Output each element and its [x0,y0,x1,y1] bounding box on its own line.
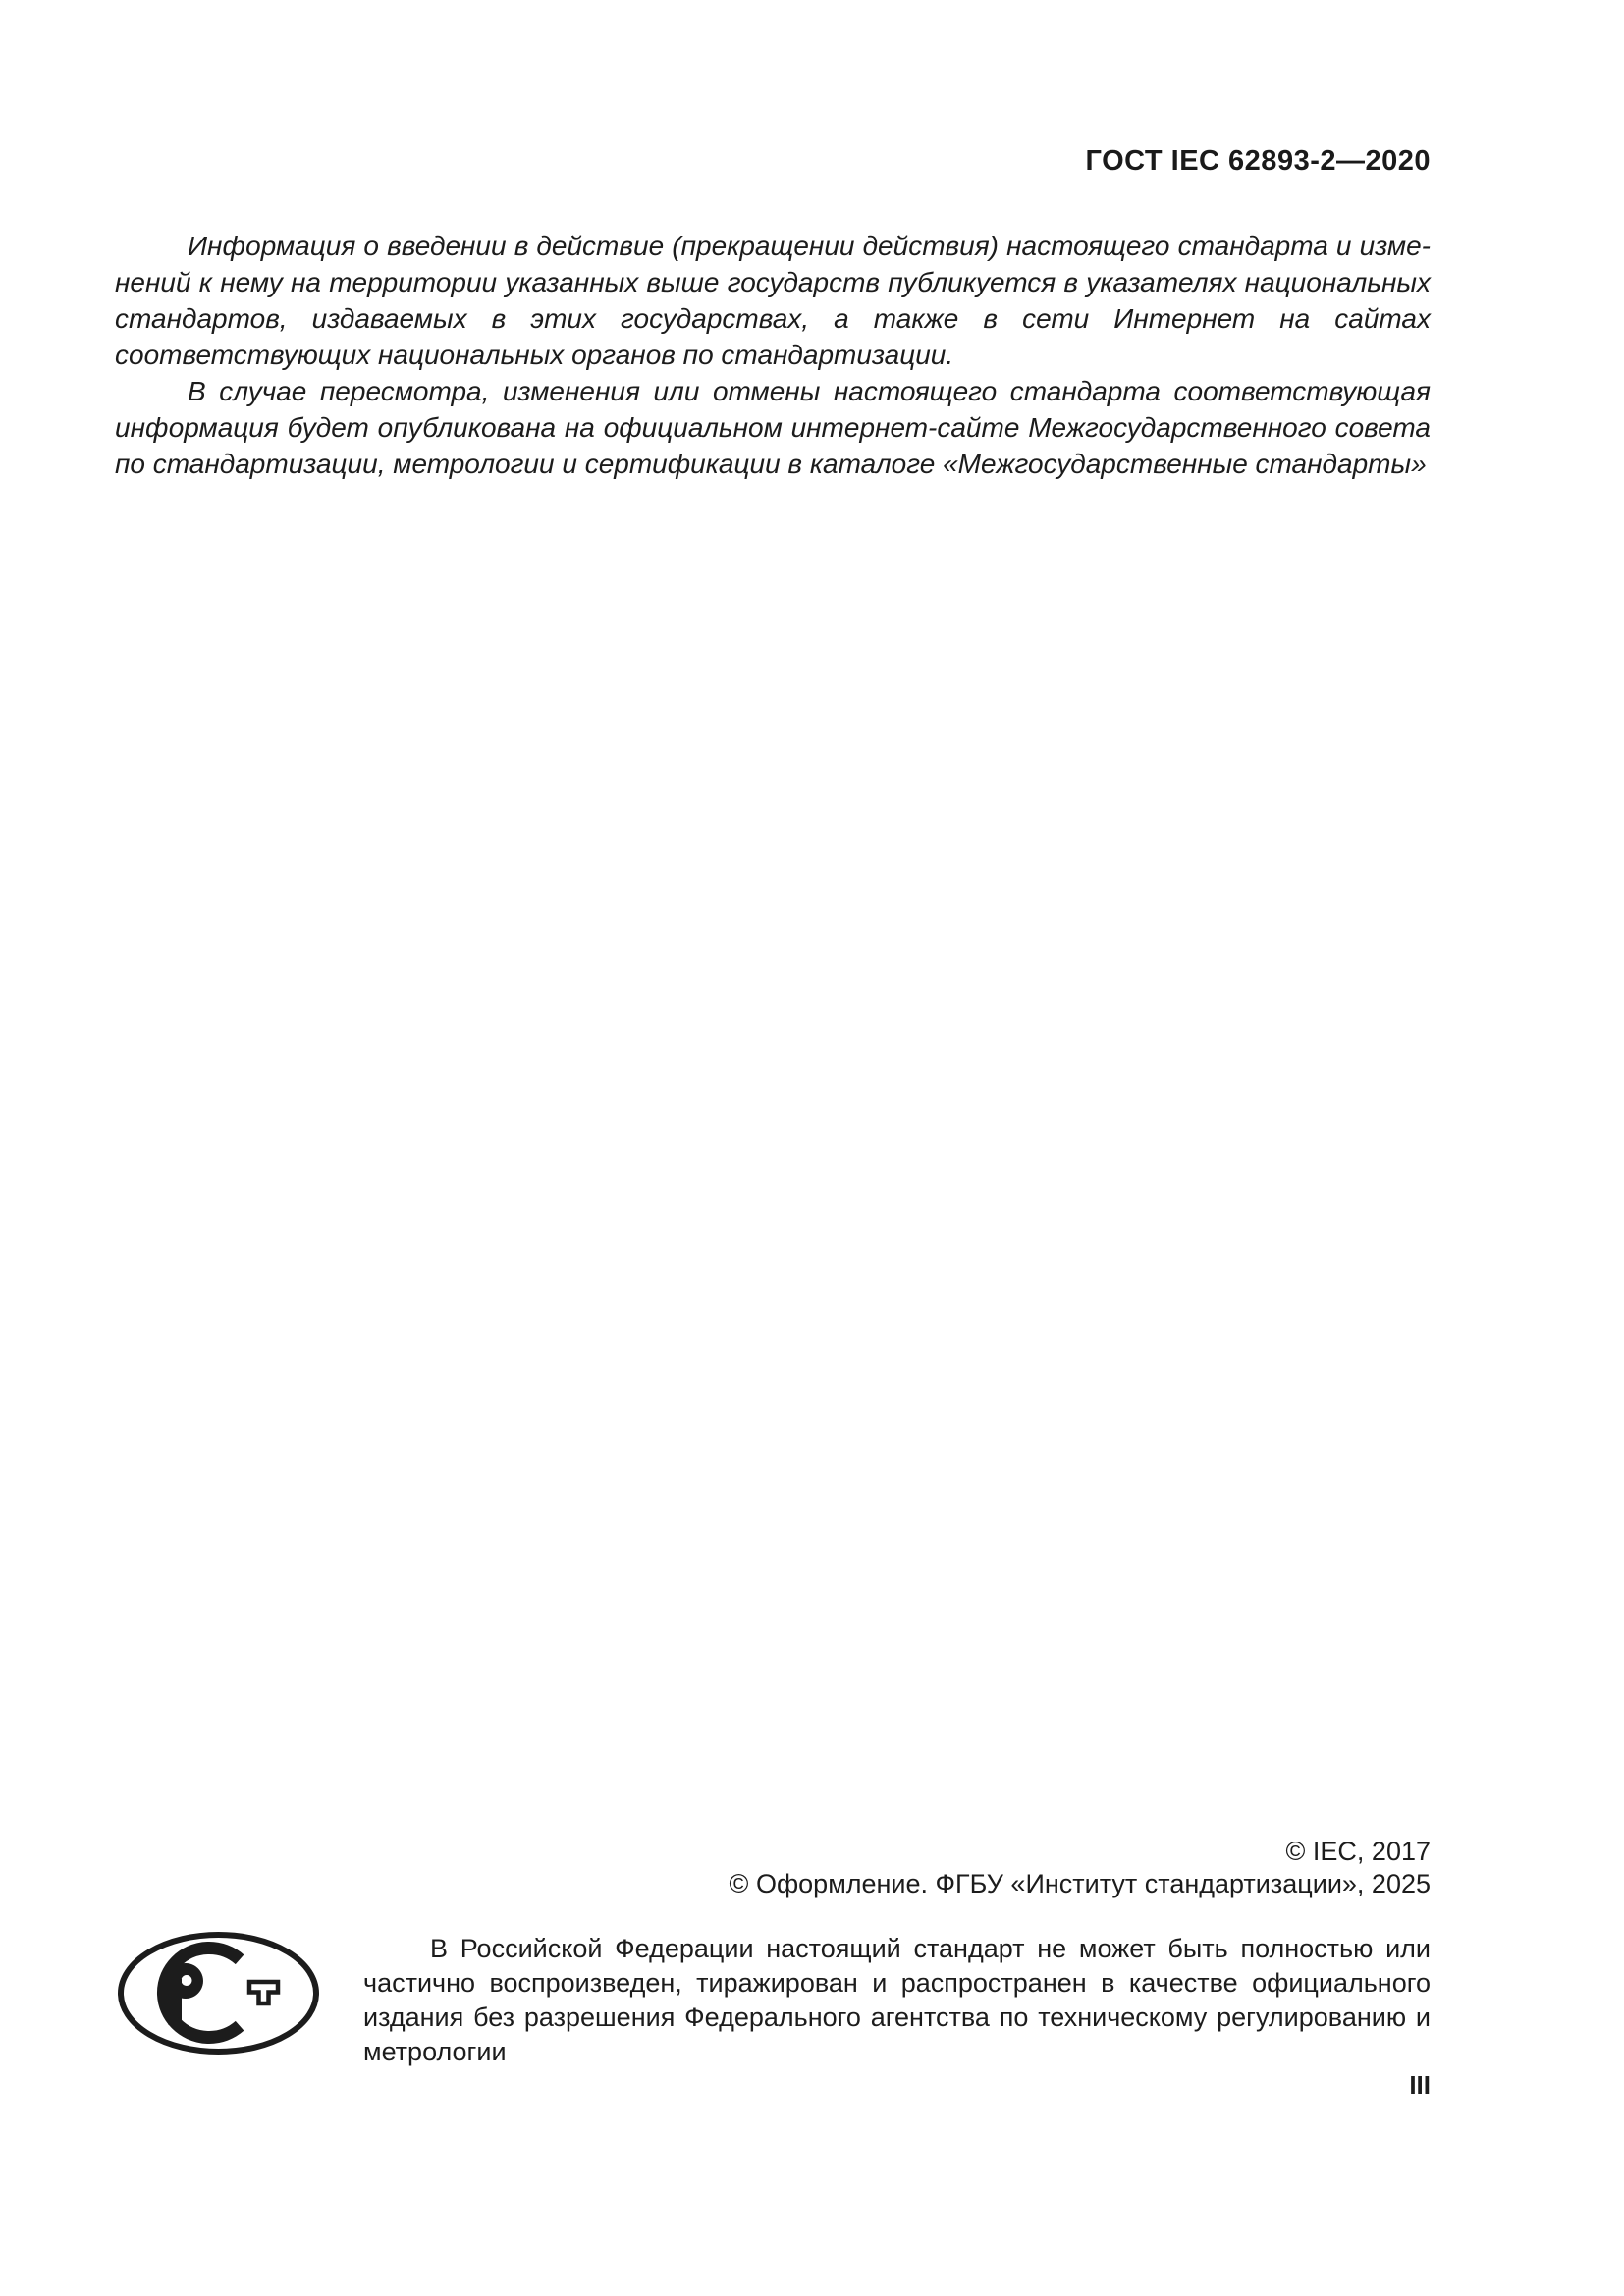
copyright-block [730,1836,1431,1900]
logo-letter-t [249,1982,278,2003]
intro-paragraph-2: В случае пересмотра, изменения или отмены настоящего стандарта соответствующая информация будет опубликована на официальном интернет-сайте Межгосударственного совета по стандартизации, метрологии и сертификации в каталоге «Межгосударственные стандарты» [115,376,1431,479]
page-number: III [1409,2070,1431,2100]
logo-letter-r [168,1963,203,2025]
intro-block [115,228,1431,482]
intro-paragraph-1: Информация о введении в действие (прекращении действия) настоящего стандарта и изменений к нему на территории указанных выше государств публикуется в указателях национальных стандартов, издаваемых в этих государствах, а также в сети Интернет на сайтах соответствующих национальных органов по стандартизации. [115,231,1431,370]
rst-certification-mark-icon [116,1932,321,2055]
legal-notice: В Российской Федерации настоящий стандарт не может быть полностью или частично воспроизведен, тиражирован и распространен в качестве официального издания без разрешения Федерального агентства по техническому регулированию и метрологии [363,1934,1431,2066]
copyright-iec-line: © IEC, 2017 [1285,1837,1431,1866]
standard-code-header: ГОСТ IEC 62893-2—2020 [1085,145,1431,177]
copyright-design-line: © Оформление. ФГБУ «Институт стандартизации», 2025 [729,1869,1431,1898]
